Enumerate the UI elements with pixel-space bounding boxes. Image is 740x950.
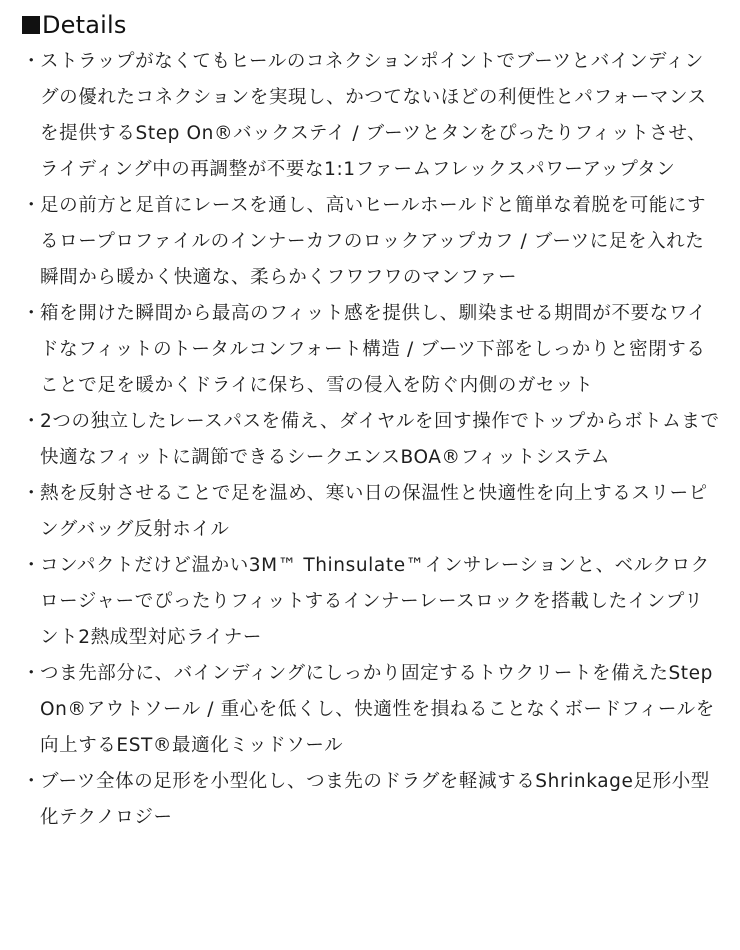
- square-bullet-icon: [22, 16, 40, 34]
- list-item: [22, 404, 722, 476]
- list-item: [22, 188, 722, 296]
- list-item-text: 足の前方と足首にレースを通し、高いヒールホールドと簡単な着脱を可能にするロープロファイルのインナーカフのロックアップカフ / ブーツに足を入れた瞬間から暖かく快適な、柔らかくフワフワのマンファー: [40, 195, 707, 288]
- list-item-text: 箱を開けた瞬間から最高のフィット感を提供し、馴染ませる期間が不要なワイドなフィットのトータルコンフォート構造 / ブーツ下部をしっかりと密閉することで足を暖かくドライに保ち、雪の侵入を防ぐ内側のガセット: [40, 303, 707, 396]
- bullet-icon: ・: [22, 483, 42, 504]
- bullet-icon: ・: [22, 195, 42, 216]
- bullet-icon: ・: [22, 303, 42, 324]
- list-item-text: 熱を反射させることで足を温め、寒い日の保温性と快適性を向上するスリーピングバッグ反射ホイル: [40, 483, 708, 540]
- list-item: [22, 548, 722, 656]
- list-item-text: ブーツ全体の足形を小型化し、つま先のドラグを軽減するShrinkage足形小型化テクノロジー: [40, 771, 710, 828]
- bullet-icon: ・: [22, 51, 42, 72]
- list-item: [22, 656, 722, 764]
- list-item: [22, 44, 722, 188]
- section-title: Details: [42, 11, 127, 39]
- bullet-icon: ・: [22, 555, 42, 576]
- list-item: [22, 764, 722, 836]
- list-item: [22, 296, 722, 404]
- bullet-icon: ・: [22, 663, 42, 684]
- feature-list: [22, 44, 722, 836]
- list-item-text: 2つの独立したレースパスを備え、ダイヤルを回す操作でトップからボトムまで快適なフィットに調節できるシークエンスBOA®フィットシステム: [40, 411, 720, 468]
- list-item-text: つま先部分に、バインディングにしっかり固定するトウクリートを備えたStep On®アウトソール / 重心を低くし、快適性を損ねることなくボードフィールを向上するEST®最適化ミッドソール: [40, 663, 715, 756]
- section-heading: [20, 8, 127, 42]
- list-item: [22, 476, 722, 548]
- list-item-text: コンパクトだけど温かい3M™ Thinsulate™インサレーションと、ベルクロクロージャーでぴったりフィットするインナーレースロックを搭載したインプリント2熱成型対応ライナー: [40, 555, 710, 648]
- bullet-icon: ・: [22, 411, 42, 432]
- bullet-icon: ・: [22, 771, 42, 792]
- list-item-text: ストラップがなくてもヒールのコネクションポイントでブーツとバインディングの優れたコネクションを実現し、かつてないほどの利便性とパフォーマンスを提供するStep On®バックステイ / ブーツとタンをぴったりフィットさせ、ライディング中の再調整が不要な1:1ファームフレックスパワーアップタン: [40, 51, 707, 180]
